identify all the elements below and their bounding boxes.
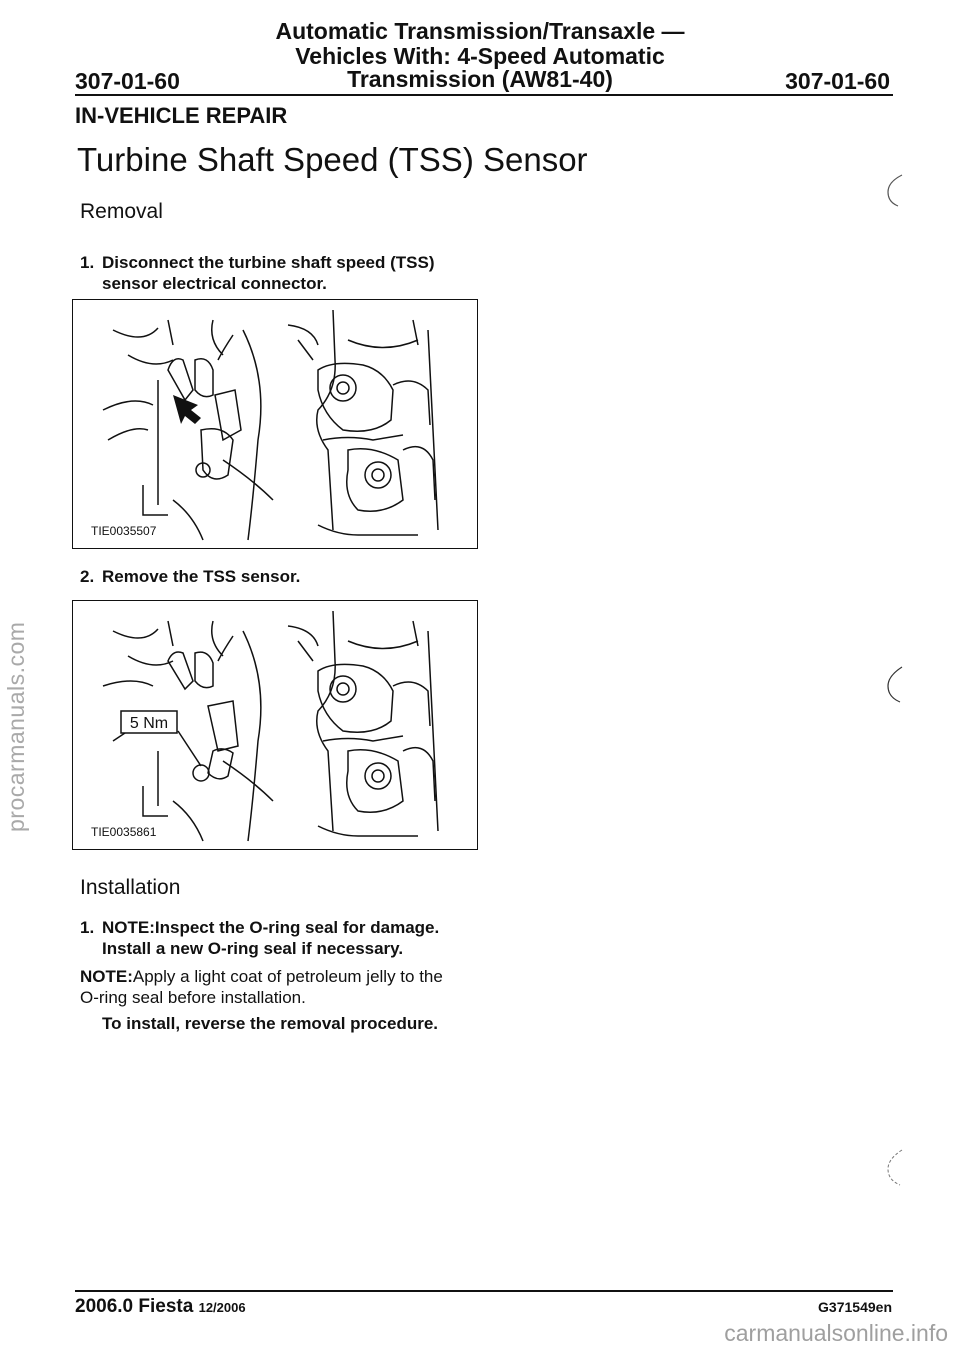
footer-doc-code: G371549en xyxy=(818,1299,892,1315)
step-text-line2: Install a new O-ring seal if necessary. xyxy=(102,939,404,958)
installation-note xyxy=(80,966,460,1008)
footer-model-date xyxy=(75,1296,246,1318)
section-label: IN-VEHICLE REPAIR xyxy=(75,103,288,128)
page-code-left: 307-01-60 xyxy=(75,68,180,94)
watermark-bottom: carmanualsonline.info xyxy=(724,1320,948,1346)
removal-heading: Removal xyxy=(80,200,163,223)
page-code-right: 307-01-60 xyxy=(785,68,890,94)
footer-rule xyxy=(75,1290,893,1292)
transmission-illustration-2 xyxy=(73,601,477,849)
header-rule xyxy=(75,94,893,96)
footer-model: 2006.0 Fiesta xyxy=(75,1296,194,1317)
header-title-line3: Transmission (AW81-40) xyxy=(347,66,613,92)
step-text-line2: sensor electrical connector. xyxy=(102,274,327,293)
torque-spec: 5 Nm xyxy=(129,715,169,732)
binding-mark xyxy=(880,662,910,706)
step-number: 2. xyxy=(80,567,95,586)
step-text-line1: Disconnect the turbine shaft speed (TSS) xyxy=(102,253,435,272)
note-text: Apply a light coat of petroleum jelly to the O-ring seal before installation. xyxy=(80,967,443,1007)
header-title-line2: Vehicles With: 4-Speed Automatic xyxy=(295,43,665,69)
page-title: Turbine Shaft Speed (TSS) Sensor xyxy=(77,141,588,178)
header-title-line1: Automatic Transmission/Transaxle — xyxy=(275,18,685,44)
step-number: 1. xyxy=(80,253,95,272)
removal-step-1 xyxy=(80,252,435,294)
figure-remove-sensor xyxy=(72,600,478,850)
footer-date: 12/2006 xyxy=(198,1300,246,1315)
figure-disconnect-connector xyxy=(72,299,478,549)
note-label: NOTE: xyxy=(80,967,133,986)
removal-step-2 xyxy=(80,566,300,587)
step-text-line1: NOTE:Inspect the O-ring seal for damage. xyxy=(102,918,440,937)
binding-mark xyxy=(880,170,910,210)
final-instruction: To install, reverse the removal procedure. xyxy=(102,1014,439,1033)
step-text: Remove the TSS sensor. xyxy=(102,567,301,586)
watermark-left: procarmanuals.com xyxy=(3,621,29,832)
figure-id: TIE0035861 xyxy=(91,825,157,839)
step-number: 1. xyxy=(80,918,95,937)
transmission-illustration-1 xyxy=(73,300,477,548)
installation-heading: Installation xyxy=(80,876,181,899)
installation-step-1 xyxy=(80,917,439,959)
figure-id: TIE0035507 xyxy=(91,524,157,538)
binding-mark xyxy=(880,1145,910,1189)
